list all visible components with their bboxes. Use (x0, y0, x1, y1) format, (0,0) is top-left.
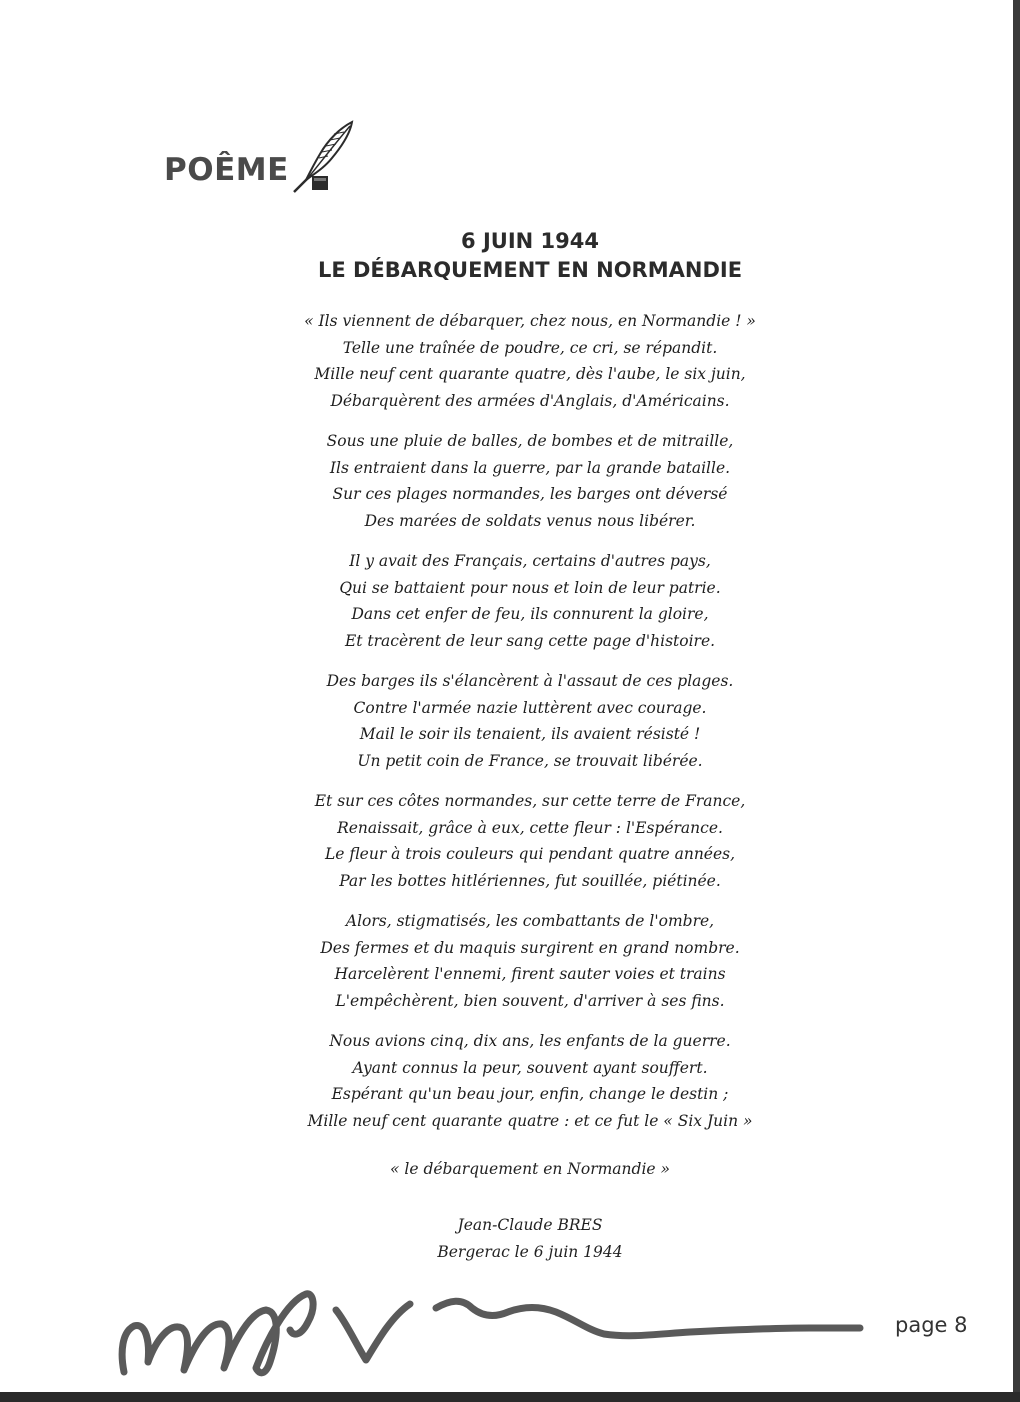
poem-line: Un petit coin de France, se trouvait libérée. (357, 751, 703, 770)
author-name: Jean-Claude BRES (457, 1216, 603, 1234)
poem-line: « Ils viennent de débarquer, chez nous, en Normandie ! » (304, 312, 756, 330)
poem-line: Et sur ces côtes normandes, sur cette terre de France, (314, 792, 746, 810)
poem-body (230, 308, 830, 1148)
poem-subtitle: « le débarquement en Normandie » (390, 1160, 670, 1178)
poem-line: Sur ces plages normandes, les barges ont déversé (332, 485, 728, 503)
poem-line: Alors, stigmatisés, les combattants de l'ombre, (345, 912, 715, 930)
scan-edge-bottom (0, 1392, 1020, 1402)
poem-line: Il y avait des Français, certains d'autres pays, (349, 552, 711, 570)
poem-line: Espérant qu'un beau jour, enfin, change le destin ; (331, 1085, 729, 1103)
quill-icon (286, 118, 366, 194)
poem-line: Ils entraient dans la guerre, par la grande bataille. (329, 458, 731, 477)
poem-line: Des marées de soldats venus nous libérer. (364, 511, 696, 530)
poem-date-title: 6 JUIN 1944 (461, 229, 599, 253)
poem-line: Nous avions cinq, dix ans, les enfants de la guerre. (329, 1032, 731, 1050)
stanza (230, 668, 830, 774)
scan-edge-right (1013, 0, 1020, 1402)
poem-line: L'empêchèrent, bien souvent, d'arriver à ses fins. (335, 991, 725, 1010)
stanza (230, 308, 830, 414)
poem-title: LE DÉBARQUEMENT EN NORMANDIE (317, 258, 743, 282)
poem-line: Le fleur à trois couleurs qui pendant quatre années, (324, 845, 736, 863)
page-number: page 8 (895, 1313, 968, 1337)
stanza (230, 1028, 830, 1134)
poem-line: Renaissait, grâce à eux, cette fleur : l'Espérance. (337, 818, 723, 837)
poem-line: Contre l'armée nazie luttèrent avec courage. (353, 698, 707, 717)
poem-line: Mille neuf cent quarante quatre, dès l'aube, le six juin, (314, 365, 746, 383)
poem-line: Des fermes et du maquis surgirent en grand nombre. (320, 938, 740, 957)
poem-line: Ayant connus la peur, souvent ayant souffert. (352, 1058, 708, 1077)
section-title: POÊME (164, 152, 289, 188)
place-date: Bergerac le 6 juin 1944 (437, 1243, 623, 1261)
poem-line: Mail le soir ils tenaient, ils avaient résisté ! (359, 725, 701, 743)
stanza (230, 788, 830, 894)
poem-line: Des barges ils s'élancèrent à l'assaut de ces plages. (326, 672, 734, 690)
poem-line: Qui se battaient pour nous et loin de leur patrie. (339, 578, 721, 597)
poem-line: Mille neuf cent quarante quatre : et ce fut le « Six Juin » (307, 1111, 753, 1130)
poem-line: Et tracèrent de leur sang cette page d'histoire. (344, 631, 716, 650)
poem-line: Harcelèrent l'ennemi, firent sauter voies et trains (334, 965, 726, 983)
poem-line: Sous une pluie de balles, de bombes et de mitraille, (326, 432, 734, 450)
stanza (230, 428, 830, 534)
handwritten-signature (110, 1282, 870, 1378)
poem-line: Telle une traînée de poudre, ce cri, se répandit. (342, 338, 718, 357)
stanza (230, 908, 830, 1014)
poem-line: Par les bottes hitlériennes, fut souillée, piétinée. (339, 871, 721, 890)
stanza (230, 548, 830, 654)
poem-line: Dans cet enfer de feu, ils connurent la gloire, (351, 605, 709, 623)
author-block (330, 1212, 730, 1266)
poem-line: Débarquèrent des armées d'Anglais, d'Américains. (330, 391, 730, 410)
